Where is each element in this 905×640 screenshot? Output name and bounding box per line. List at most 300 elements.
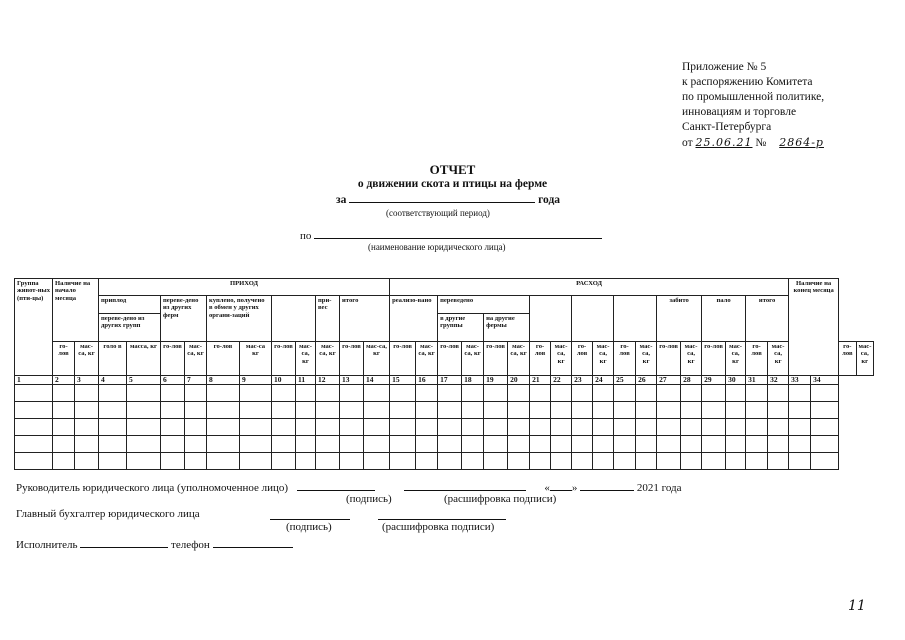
sub-mass: мас-са, кг	[75, 342, 99, 376]
column-number: 12	[316, 376, 340, 385]
table-cell[interactable]	[272, 402, 296, 419]
table-cell[interactable]	[726, 419, 746, 436]
table-cell[interactable]	[390, 419, 416, 436]
table-cell[interactable]	[811, 385, 839, 402]
table-row	[15, 385, 874, 402]
table-cell[interactable]	[340, 419, 364, 436]
table-cell[interactable]	[746, 453, 768, 470]
table-cell[interactable]	[15, 436, 53, 453]
header-prirod: приплод	[99, 296, 161, 314]
table-cell[interactable]	[161, 419, 185, 436]
table-cell[interactable]	[438, 436, 462, 453]
table-cell[interactable]	[530, 419, 551, 436]
table-cell[interactable]	[811, 453, 839, 470]
table-cell[interactable]	[572, 402, 593, 419]
by-label: по	[300, 230, 312, 242]
table-cell[interactable]	[508, 419, 530, 436]
table-cell[interactable]	[551, 436, 572, 453]
table-cell[interactable]	[99, 385, 127, 402]
appendix-line-1: Приложение № 5	[682, 61, 767, 73]
table-cell[interactable]	[572, 436, 593, 453]
table-cell[interactable]	[53, 453, 75, 470]
table-cell[interactable]	[636, 453, 657, 470]
header-blank-4	[614, 296, 657, 342]
table-cell[interactable]	[240, 419, 272, 436]
sub-heads: го-лов	[340, 342, 364, 376]
table-cell[interactable]	[207, 402, 240, 419]
column-number: 25	[614, 376, 636, 385]
table-cell[interactable]	[681, 453, 702, 470]
table-cell[interactable]	[296, 436, 316, 453]
table-cell[interactable]	[789, 419, 811, 436]
column-number: 5	[127, 376, 161, 385]
date-value: 25.06.21	[695, 136, 753, 149]
table-cell[interactable]	[161, 385, 185, 402]
table-cell[interactable]	[681, 436, 702, 453]
table-cell[interactable]	[296, 419, 316, 436]
sub-heads: го-лов	[53, 342, 75, 376]
appendix-date-line	[682, 135, 824, 151]
column-number: 21	[530, 376, 551, 385]
sub-mass: масса, кг	[127, 342, 161, 376]
appendix-line-2: к распоряжению Комитета	[682, 76, 813, 88]
phone-field[interactable]	[213, 537, 293, 548]
table-cell[interactable]	[240, 453, 272, 470]
column-number: 27	[657, 376, 681, 385]
table-cell[interactable]	[161, 453, 185, 470]
table-cell[interactable]	[462, 419, 484, 436]
table-cell[interactable]	[593, 402, 614, 419]
column-number-row	[15, 376, 874, 385]
table-cell[interactable]	[572, 453, 593, 470]
table-cell[interactable]	[484, 419, 508, 436]
table-cell[interactable]	[530, 402, 551, 419]
table-cell[interactable]	[789, 402, 811, 419]
period-field[interactable]	[349, 192, 535, 203]
table-cell[interactable]	[508, 385, 530, 402]
quote-open: «	[544, 482, 550, 494]
executor-line	[16, 537, 293, 551]
table-cell[interactable]	[53, 436, 75, 453]
sub-mass: мас-са, кг	[856, 342, 873, 376]
appendix-block	[682, 60, 824, 151]
table-cell[interactable]	[530, 453, 551, 470]
table-cell[interactable]	[438, 453, 462, 470]
period-line	[336, 192, 560, 206]
table-cell[interactable]	[702, 453, 726, 470]
table-cell[interactable]	[416, 402, 438, 419]
sub-heads: го-лов	[702, 342, 726, 376]
table-cell[interactable]	[462, 453, 484, 470]
sub-mass: мас-са, кг	[462, 342, 484, 376]
column-number: 32	[768, 376, 789, 385]
table-cell[interactable]	[484, 385, 508, 402]
table-cell[interactable]	[340, 436, 364, 453]
table-cell[interactable]	[99, 453, 127, 470]
sub-mass: мас-са кг	[240, 342, 272, 376]
sub-heads: го-лов	[438, 342, 462, 376]
table-cell[interactable]	[551, 402, 572, 419]
table-row	[15, 436, 874, 453]
table-cell[interactable]	[75, 385, 99, 402]
table-cell[interactable]	[768, 402, 789, 419]
report-subtitle: о движении скота и птицы на ферме	[357, 178, 548, 190]
table-cell[interactable]	[726, 453, 746, 470]
table-cell[interactable]	[316, 385, 340, 402]
table-cell[interactable]	[316, 436, 340, 453]
table-cell[interactable]	[746, 402, 768, 419]
table-cell[interactable]	[657, 436, 681, 453]
sub-mass: мас-са, кг	[726, 342, 746, 376]
table-cell[interactable]	[614, 402, 636, 419]
table-cell[interactable]	[681, 402, 702, 419]
sub-mass: мас-са, кг	[416, 342, 438, 376]
table-cell[interactable]	[272, 419, 296, 436]
phone-label: телефон	[171, 539, 210, 551]
decode-hint-2: (расшифровка подписи)	[382, 521, 495, 533]
accountant-sign-field[interactable]	[270, 509, 350, 520]
day-field[interactable]	[550, 480, 572, 491]
column-number: 17	[438, 376, 462, 385]
table-cell[interactable]	[811, 419, 839, 436]
table-cell[interactable]	[364, 402, 390, 419]
column-number: 23	[572, 376, 593, 385]
table-cell[interactable]	[702, 436, 726, 453]
column-number: 34	[811, 376, 839, 385]
table-cell[interactable]	[207, 385, 240, 402]
table-cell[interactable]	[340, 453, 364, 470]
sub-mass: мас-са, кг	[593, 342, 614, 376]
table-cell[interactable]	[438, 419, 462, 436]
column-number: 1	[15, 376, 53, 385]
decode-hint-1: (расшифровка подписи)	[444, 493, 557, 505]
sub-mass: мас-са, кг	[364, 342, 390, 376]
column-number: 28	[681, 376, 702, 385]
header-blank-3	[572, 296, 614, 342]
table-cell[interactable]	[207, 453, 240, 470]
table-cell[interactable]	[746, 419, 768, 436]
month-field[interactable]	[580, 480, 634, 491]
table-cell[interactable]	[572, 419, 593, 436]
header-to-groups: в другие группы	[438, 314, 484, 342]
sub-mass: мас-са, кг	[551, 342, 572, 376]
date-prefix: от	[682, 137, 693, 149]
table-cell[interactable]	[530, 385, 551, 402]
table-cell[interactable]	[390, 402, 416, 419]
table-cell[interactable]	[272, 453, 296, 470]
table-cell[interactable]	[702, 419, 726, 436]
table-cell[interactable]	[185, 419, 207, 436]
sub-heads: го-лов	[207, 342, 240, 376]
table-cell[interactable]	[636, 436, 657, 453]
table-cell[interactable]	[636, 419, 657, 436]
table-cell[interactable]	[438, 402, 462, 419]
table-cell[interactable]	[593, 419, 614, 436]
table-cell[interactable]	[593, 436, 614, 453]
year-label: года	[538, 194, 561, 206]
table-cell[interactable]	[636, 402, 657, 419]
table-cell[interactable]	[768, 453, 789, 470]
number-prefix: №	[755, 137, 767, 149]
table-cell[interactable]	[207, 436, 240, 453]
table-cell[interactable]	[15, 402, 53, 419]
table-cell[interactable]	[768, 419, 789, 436]
table-cell[interactable]	[53, 385, 75, 402]
table-cell[interactable]	[508, 402, 530, 419]
column-number: 15	[390, 376, 416, 385]
header-income: ПРИХОД	[99, 279, 390, 296]
header-total-in: итого	[340, 296, 390, 342]
table-cell[interactable]	[99, 402, 127, 419]
table-cell[interactable]	[657, 385, 681, 402]
table-cell[interactable]	[636, 385, 657, 402]
table-cell[interactable]	[53, 402, 75, 419]
table-cell[interactable]	[340, 402, 364, 419]
table-cell[interactable]	[75, 419, 99, 436]
table-cell[interactable]	[390, 436, 416, 453]
table-cell[interactable]	[551, 419, 572, 436]
table-cell[interactable]	[340, 385, 364, 402]
table-cell[interactable]	[272, 436, 296, 453]
table-cell[interactable]	[746, 436, 768, 453]
table-cell[interactable]	[702, 402, 726, 419]
table-cell[interactable]	[272, 385, 296, 402]
table-cell[interactable]	[508, 436, 530, 453]
report-title: ОТЧЕТ	[429, 162, 476, 177]
column-number: 30	[726, 376, 746, 385]
table-cell[interactable]	[53, 419, 75, 436]
table-cell[interactable]	[702, 385, 726, 402]
livestock-table	[14, 278, 874, 470]
table-cell[interactable]	[789, 385, 811, 402]
entity-line	[300, 228, 602, 242]
table-cell[interactable]	[416, 436, 438, 453]
head-sign-field[interactable]	[297, 480, 375, 491]
table-cell[interactable]	[185, 402, 207, 419]
column-number: 6	[161, 376, 185, 385]
sub-mass: мас-са, кг	[296, 342, 316, 376]
sub-heads: го-лов	[161, 342, 185, 376]
column-number: 4	[99, 376, 127, 385]
table-cell[interactable]	[681, 419, 702, 436]
table-cell[interactable]	[364, 419, 390, 436]
table-cell[interactable]	[316, 402, 340, 419]
header-moved-groups: переве-дено из других групп	[99, 314, 161, 342]
header-total-out: итого	[746, 296, 789, 342]
column-number: 20	[508, 376, 530, 385]
table-cell[interactable]	[681, 385, 702, 402]
table-cell[interactable]	[161, 436, 185, 453]
column-number: 22	[551, 376, 572, 385]
table-cell[interactable]	[364, 453, 390, 470]
table-cell[interactable]	[316, 419, 340, 436]
year-text: 2021 года	[636, 482, 682, 494]
head-decode-field[interactable]	[404, 480, 526, 491]
table-cell[interactable]	[240, 402, 272, 419]
table-cell[interactable]	[296, 385, 316, 402]
table-cell[interactable]	[15, 385, 53, 402]
header-to-farms: на другие фермы	[484, 314, 530, 342]
appendix-line-5: Санкт-Петербурга	[682, 121, 772, 133]
table-cell[interactable]	[99, 436, 127, 453]
header-gain: при-вес	[316, 296, 340, 342]
table-cell[interactable]	[240, 385, 272, 402]
table-cell[interactable]	[789, 453, 811, 470]
table-cell[interactable]	[127, 436, 161, 453]
table-cell[interactable]	[75, 402, 99, 419]
sub-heads: го-лов	[484, 342, 508, 376]
table-row	[15, 419, 874, 436]
table-cell[interactable]	[99, 419, 127, 436]
sub-mass: мас-са, кг	[316, 342, 340, 376]
head-signature-line	[16, 480, 682, 494]
table-cell[interactable]	[127, 419, 161, 436]
table-cell[interactable]	[161, 402, 185, 419]
header-transferred: переведено	[438, 296, 530, 314]
sub-heads: го-лов	[530, 342, 551, 376]
table-cell[interactable]	[364, 385, 390, 402]
appendix-line-3: по промышленной политике,	[682, 91, 825, 103]
sub-heads: го-лов	[614, 342, 636, 376]
table-cell[interactable]	[296, 453, 316, 470]
table-cell[interactable]	[416, 453, 438, 470]
table-cell[interactable]	[240, 436, 272, 453]
table-cell[interactable]	[593, 453, 614, 470]
entity-hint: (наименование юридического лица)	[368, 242, 506, 252]
table-cell[interactable]	[185, 385, 207, 402]
column-number: 19	[484, 376, 508, 385]
table-cell[interactable]	[530, 436, 551, 453]
accountant-label: Главный бухгалтер юридического лица	[16, 508, 200, 520]
column-number: 7	[185, 376, 207, 385]
page-number: 11	[848, 598, 866, 614]
period-hint: (соответствующий период)	[386, 208, 490, 218]
header-transferred-from: переве-дено из других ферм	[161, 296, 207, 342]
column-number: 3	[75, 376, 99, 385]
table-cell[interactable]	[768, 436, 789, 453]
table-cell[interactable]	[127, 402, 161, 419]
column-number: 31	[746, 376, 768, 385]
table-cell[interactable]	[316, 453, 340, 470]
table-cell[interactable]	[614, 436, 636, 453]
sub-mass: мас-са, кг	[681, 342, 702, 376]
table-cell[interactable]	[438, 385, 462, 402]
column-number: 9	[240, 376, 272, 385]
table-cell[interactable]	[657, 419, 681, 436]
table-cell[interactable]	[462, 402, 484, 419]
column-number: 13	[340, 376, 364, 385]
table-cell[interactable]	[811, 402, 839, 419]
table-cell[interactable]	[416, 419, 438, 436]
header-died: пало	[702, 296, 746, 342]
executor-field[interactable]	[80, 537, 168, 548]
column-number: 29	[702, 376, 726, 385]
table-row	[15, 453, 874, 470]
table-cell[interactable]	[364, 436, 390, 453]
sub-heads: го-лов	[839, 342, 856, 376]
table-cell[interactable]	[593, 385, 614, 402]
table-cell[interactable]	[614, 385, 636, 402]
table-cell[interactable]	[572, 385, 593, 402]
sub-heads: го-лов	[657, 342, 681, 376]
entity-field[interactable]	[314, 228, 602, 239]
table-cell[interactable]	[462, 436, 484, 453]
column-number: 33	[789, 376, 811, 385]
column-number: 16	[416, 376, 438, 385]
table-cell[interactable]	[768, 385, 789, 402]
table-cell[interactable]	[811, 436, 839, 453]
table-cell[interactable]	[657, 402, 681, 419]
table-cell[interactable]	[484, 402, 508, 419]
table-cell[interactable]	[15, 419, 53, 436]
header-group: Группа живот-ных (пти-цы)	[15, 279, 53, 376]
table-cell[interactable]	[127, 385, 161, 402]
sub-heads: го-лов	[390, 342, 416, 376]
for-label: за	[336, 194, 347, 206]
table-cell[interactable]	[296, 402, 316, 419]
column-number: 24	[593, 376, 614, 385]
column-number: 14	[364, 376, 390, 385]
table-cell[interactable]	[390, 453, 416, 470]
quote-close: »	[571, 482, 578, 494]
table-cell[interactable]	[726, 385, 746, 402]
table-cell[interactable]	[185, 453, 207, 470]
table-cell[interactable]	[462, 385, 484, 402]
header-slaughtered: забито	[657, 296, 702, 342]
table-cell[interactable]	[726, 402, 746, 419]
table-cell[interactable]	[551, 385, 572, 402]
executor-label: Исполнитель	[16, 539, 78, 551]
accountant-decode-field[interactable]	[378, 509, 506, 520]
table-cell[interactable]	[185, 436, 207, 453]
sign-hint-1: (подпись)	[346, 493, 392, 505]
table-cell[interactable]	[207, 419, 240, 436]
sign-hint-2: (подпись)	[286, 521, 332, 533]
table-cell[interactable]	[390, 385, 416, 402]
table-cell[interactable]	[746, 385, 768, 402]
table-cell[interactable]	[551, 453, 572, 470]
header-blank-2	[530, 296, 572, 342]
column-number: 11	[296, 376, 316, 385]
table-cell[interactable]	[726, 436, 746, 453]
sub-mass: мас-са, кг	[508, 342, 530, 376]
column-number: 2	[53, 376, 75, 385]
sub-heads: го-лов	[746, 342, 768, 376]
sub-heads: голо в	[99, 342, 127, 376]
table-cell[interactable]	[416, 385, 438, 402]
table-cell[interactable]	[484, 436, 508, 453]
number-value: 2864-р	[779, 136, 824, 149]
table-cell[interactable]	[614, 453, 636, 470]
header-sold: реализо-вано	[390, 296, 438, 342]
table-cell[interactable]	[484, 453, 508, 470]
head-label: Руководитель юридического лица (уполномоченное лицо)	[16, 482, 289, 494]
table-cell[interactable]	[75, 436, 99, 453]
sub-heads: го-лов	[272, 342, 296, 376]
column-number: 18	[462, 376, 484, 385]
table-cell[interactable]	[127, 453, 161, 470]
table-cell[interactable]	[657, 453, 681, 470]
table-cell[interactable]	[614, 419, 636, 436]
table-cell[interactable]	[508, 453, 530, 470]
table-cell[interactable]	[15, 453, 53, 470]
table-cell[interactable]	[75, 453, 99, 470]
column-number: 26	[636, 376, 657, 385]
sub-heads: го-лов	[572, 342, 593, 376]
header-end: Наличие на конец месяца	[789, 279, 839, 376]
table-cell[interactable]	[789, 436, 811, 453]
appendix-line-4: инновациям и торговле	[682, 106, 797, 118]
